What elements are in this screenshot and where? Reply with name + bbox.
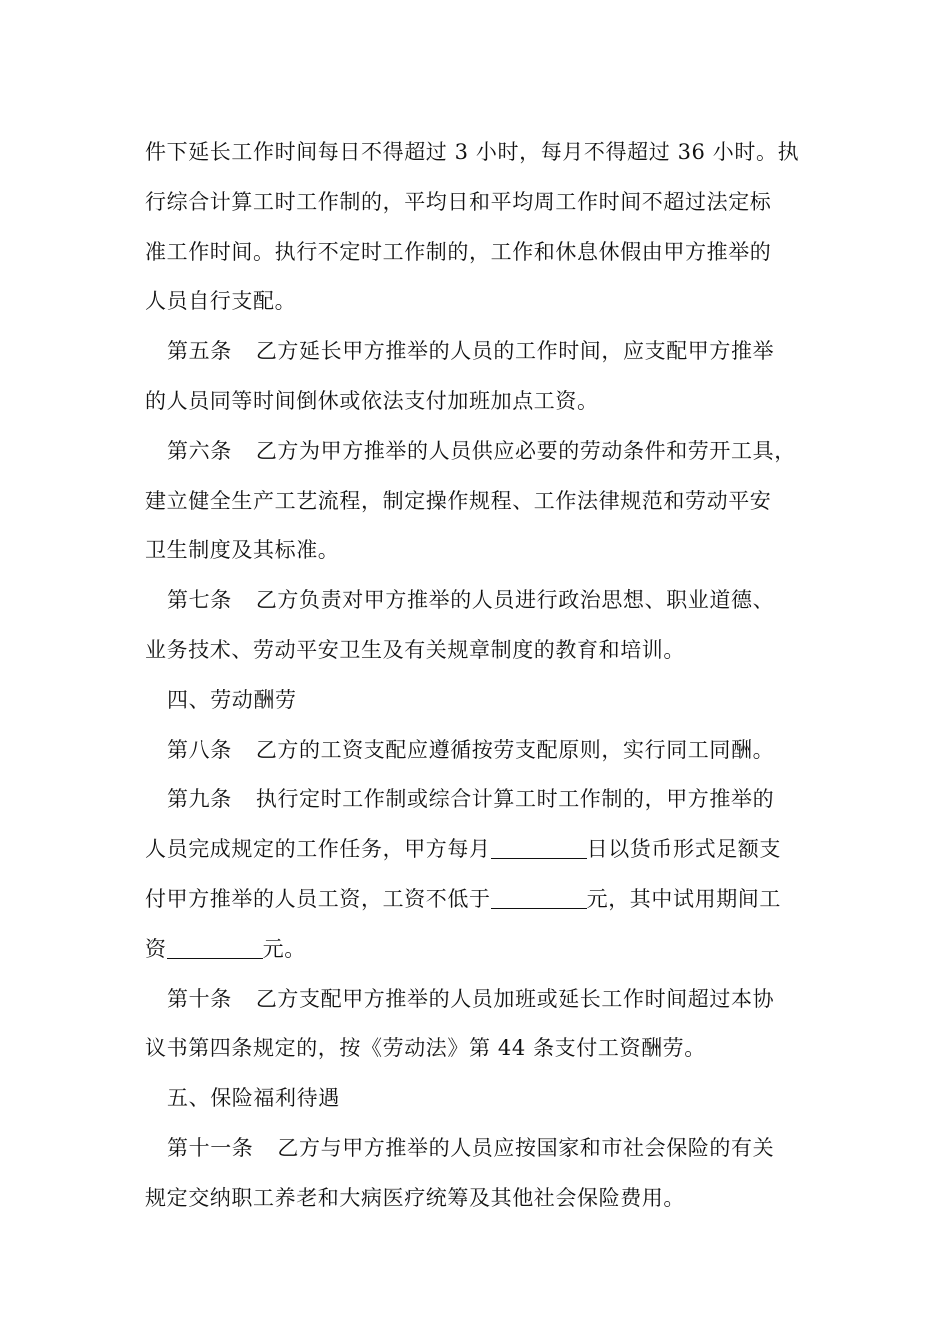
line-text: 乙方的工资支配应遵循按劳支配原则，实行同工同酬。 (255, 737, 775, 762)
line-text: 卫生制度及其标准。 (145, 538, 340, 563)
line-text: 业务技术、劳动平安卫生及有关规章制度的教育和培训。 (145, 637, 685, 662)
fill-in-blank (167, 936, 263, 959)
article-label: 第六条 (167, 438, 232, 463)
line-text: 件下延长工作时间每日不得超过 3 小时，每月不得超过 36 小时。执 (145, 140, 800, 164)
line-text: 人员自行支配。 (145, 289, 297, 314)
article-11-line (145, 1124, 821, 1174)
line-text: 行综合计算工时工作制的，平均日和平均周工作时间不超过法定标 (145, 189, 772, 214)
article-label: 第五条 (167, 339, 232, 364)
article-label: 第八条 (167, 737, 232, 762)
paragraph-line (145, 178, 821, 228)
line-text: 乙方与甲方推举的人员应按国家和市社会保险的有关 (277, 1135, 775, 1160)
line-text: 准工作时间。执行不定时工作制的，工作和休息休假由甲方推举的 (145, 239, 772, 264)
paragraph-line (145, 228, 821, 278)
paragraph-line (145, 377, 821, 427)
article-6-line (145, 427, 821, 477)
line-text: 乙方为甲方推举的人员供应必要的劳动条件和劳开工具， (255, 438, 796, 463)
section-heading-remuneration (145, 676, 821, 726)
fill-in-blank (491, 836, 587, 859)
document-body (145, 128, 821, 1224)
line-text: 乙方支配甲方推举的人员加班或延长工作时间超过本协 (255, 986, 775, 1011)
line-text: 日以货币形式足额支 (586, 837, 782, 862)
article-9-line (145, 775, 821, 825)
article-label: 第十条 (167, 986, 232, 1011)
paragraph-line (145, 1174, 821, 1224)
section-heading-insurance (145, 1074, 821, 1124)
fill-in-blank (491, 886, 587, 909)
paragraph-line (145, 875, 821, 925)
article-label: 第七条 (167, 588, 232, 613)
paragraph-line (145, 825, 821, 875)
article-10-line (145, 975, 821, 1025)
line-text: 规定交纳职工养老和大病医疗统筹及其他社会保险费用。 (145, 1185, 685, 1210)
line-text: 执行定时工作制或综合计算工时工作制的，甲方推举的 (255, 787, 775, 812)
paragraph-line (145, 526, 821, 576)
section-heading: 四、劳动酬劳 (167, 687, 297, 712)
line-text: 付甲方推举的人员工资，工资不低于 (145, 886, 491, 911)
article-label: 第九条 (167, 787, 232, 812)
paragraph-line (145, 626, 821, 676)
paragraph-line (145, 925, 821, 975)
line-text: 人员完成规定的工作任务，甲方每月 (145, 837, 491, 862)
article-label: 第十一条 (167, 1135, 254, 1160)
article-5-line (145, 327, 821, 377)
paragraph-line (145, 128, 821, 178)
line-text: 乙方延长甲方推举的人员的工作时间，应支配甲方推举 (255, 339, 775, 364)
line-text: 元。 (262, 936, 306, 961)
paragraph-line (145, 1024, 821, 1074)
line-text: 的人员同等时间倒休或依法支付加班加点工资。 (145, 388, 599, 413)
paragraph-line (145, 277, 821, 327)
paragraph-line (145, 477, 821, 527)
line-text: 乙方负责对甲方推举的人员进行政治思想、职业道德、 (255, 588, 775, 613)
section-heading: 五、保险福利待遇 (167, 1086, 340, 1111)
article-7-line (145, 576, 821, 626)
line-text: 资 (145, 936, 167, 961)
line-text: 议书第四条规定的，按《劳动法》第 44 条支付工资酬劳。 (145, 1036, 706, 1061)
article-8-line (145, 726, 821, 776)
line-text: 元，其中试用期间工 (586, 886, 782, 911)
line-text: 建立健全生产工艺流程，制定操作规程、工作法律规范和劳动平安 (145, 488, 772, 513)
